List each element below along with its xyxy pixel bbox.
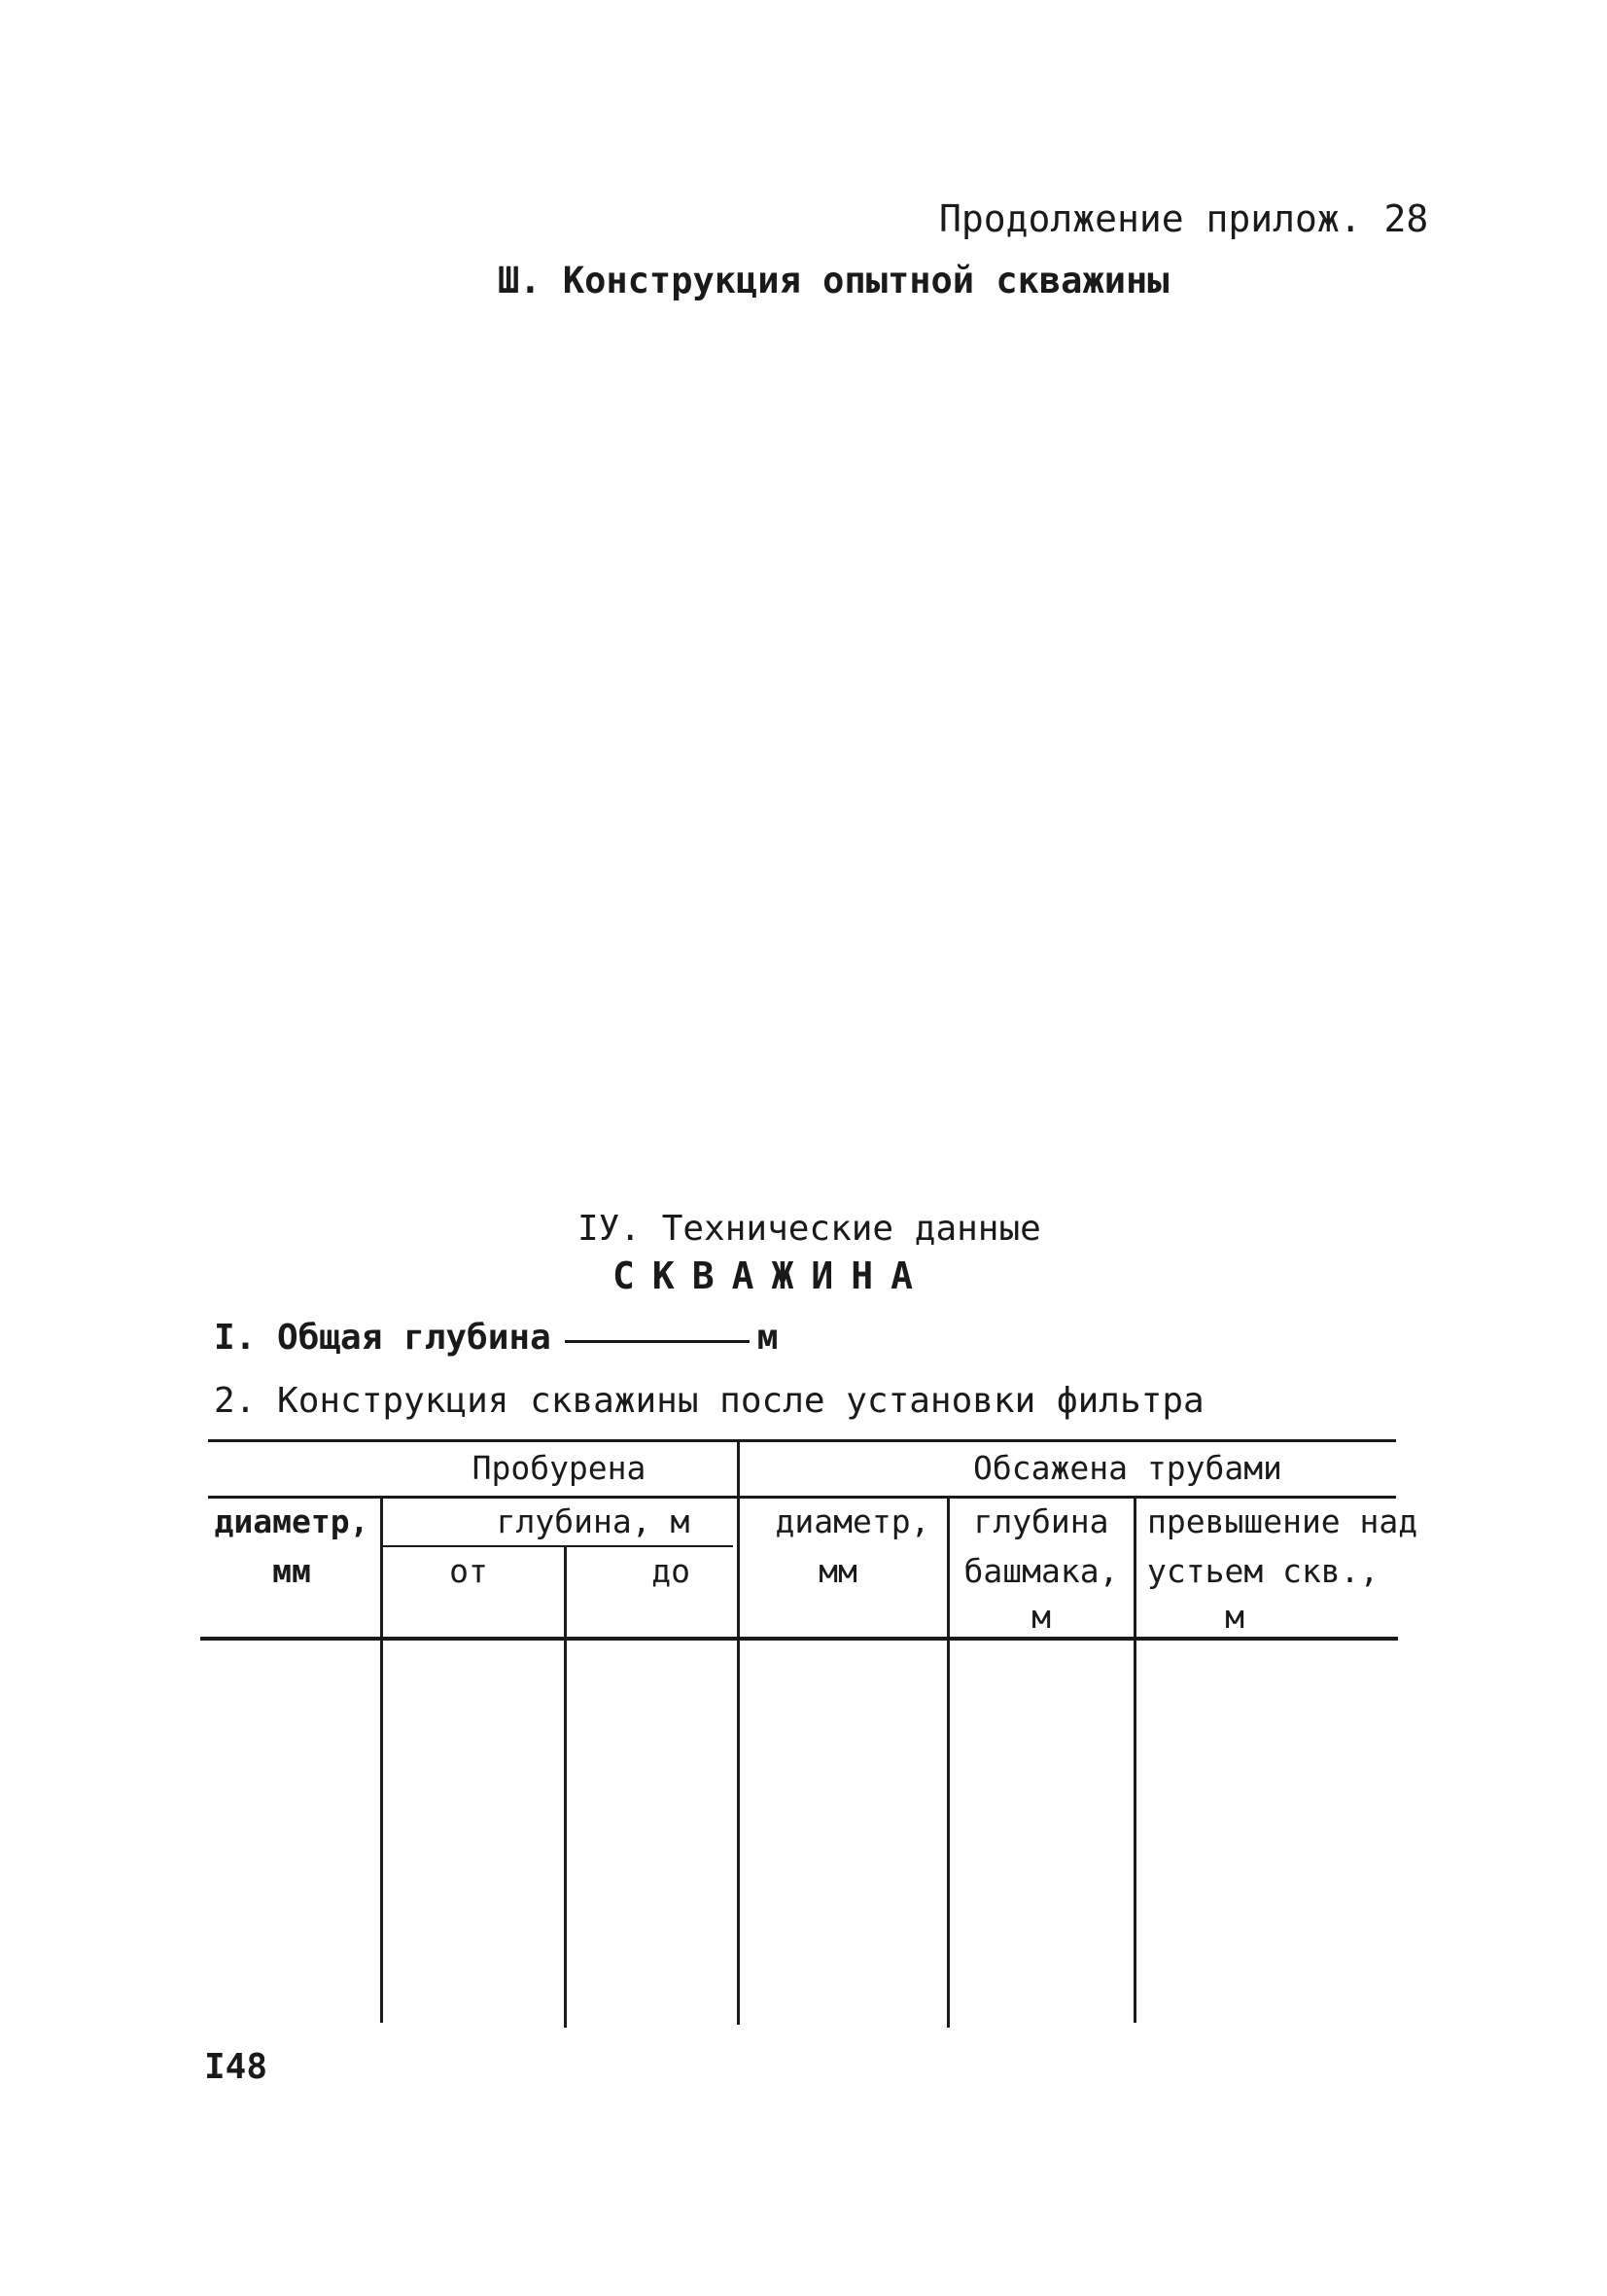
total-depth-line xyxy=(214,1318,778,1358)
table-col-divider-5 xyxy=(1134,1498,1136,2023)
header-shoe-depth-unit: м xyxy=(1031,1598,1051,1636)
header-shoe-depth: глубина xyxy=(973,1502,1109,1540)
header-depth-to: до xyxy=(651,1552,690,1590)
section-4-subtitle: СКВАЖИНА xyxy=(612,1254,931,1297)
table-depth-subrule xyxy=(381,1545,733,1547)
header-depth-from: от xyxy=(449,1552,488,1590)
table-top-rule xyxy=(208,1439,1396,1442)
header-diameter-cased-unit: мм xyxy=(819,1552,857,1590)
table-col-divider-2 xyxy=(564,1546,567,2028)
total-depth-blank[interactable] xyxy=(565,1340,750,1343)
header-excess-unit: м xyxy=(1225,1598,1244,1636)
section-3-title: Ш. Конструкция опытной скважины xyxy=(498,260,1170,301)
header-drilled: Пробурена xyxy=(472,1449,646,1487)
header-diameter-cased: диаметр, xyxy=(775,1502,930,1540)
total-depth-label: I. Общая глубина xyxy=(214,1318,551,1358)
page-number: I48 xyxy=(204,2047,268,2087)
header-diameter-drilled-unit: мм xyxy=(272,1552,311,1590)
header-depth: глубина, м xyxy=(496,1502,690,1540)
table-group-divider xyxy=(737,1441,740,2025)
header-diameter-drilled: диаметр, xyxy=(214,1502,369,1540)
construction-label: 2. Конструкция скважины после установки фильтра xyxy=(214,1381,1205,1421)
header-excess-2: устьем скв., xyxy=(1147,1552,1380,1590)
header-cased: Обсажена трубами xyxy=(973,1449,1282,1487)
header-shoe-depth-2: башмака, xyxy=(963,1552,1119,1590)
continuation-note: Продолжение прилож. 28 xyxy=(939,197,1429,240)
table-col-divider-4 xyxy=(947,1498,950,2028)
total-depth-unit: м xyxy=(756,1318,779,1358)
table-group-rule xyxy=(208,1496,1396,1499)
header-excess: превышение над xyxy=(1147,1502,1418,1540)
section-4-title: IУ. Технические данные xyxy=(577,1209,1041,1249)
